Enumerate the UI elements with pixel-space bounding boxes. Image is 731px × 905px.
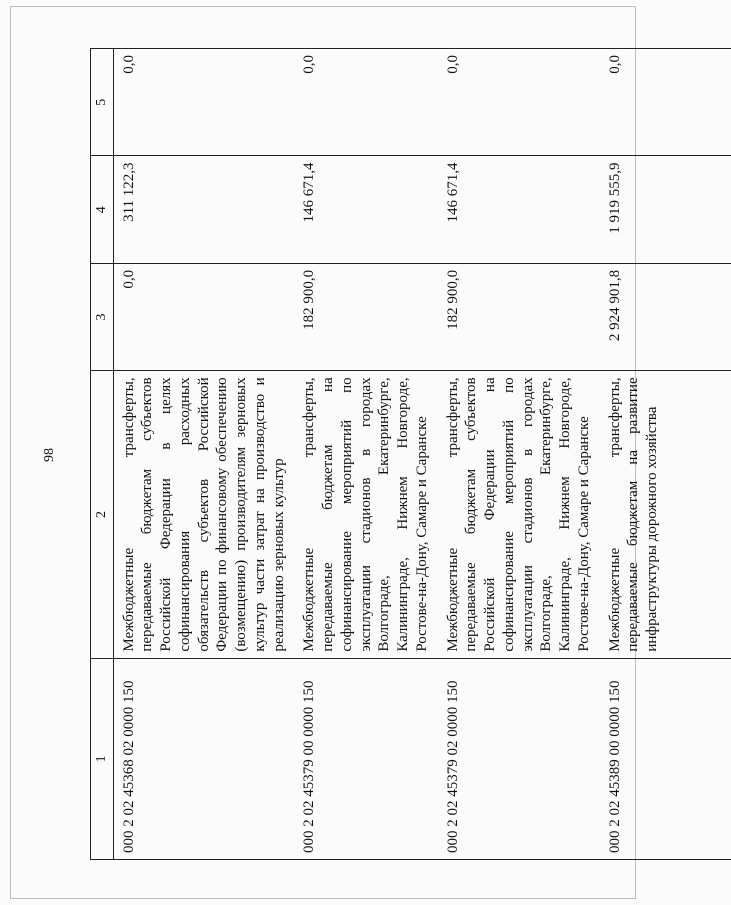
row-value-col4: 146 671,4: [438, 156, 600, 263]
row-description: Межбюджетные трансферты, передаваемые бюджетам субъектов Российской Федерации в целях софинансирования расходных обязательств субъектов Российской Федерации по финансовому обеспечению (возмещению) производителям зерновых культур части затрат на производство и реализацию зерновых культур: [113, 371, 294, 658]
row-value-col3: 182 900,0: [438, 263, 600, 370]
header-col-3: 3: [91, 263, 114, 370]
row-value-col3: 2 924 901,8: [600, 263, 731, 370]
table-row: [600, 49, 731, 860]
table-header-row: [91, 49, 114, 860]
budget-table: [90, 48, 731, 860]
header-col-2: 2: [91, 371, 114, 658]
row-description: Межбюджетные трансферты, передаваемые бюджетам субъектов Российской Федерации на софинансирование мероприятий по эксплуатации стадионов в городах Волгограде, Екатеринбурге, Калининграде, Нижнем Новгороде, Ростове-на-Дону, Самаре и Саранске: [438, 371, 600, 658]
row-value-col4: 1 919 555,9: [600, 156, 731, 263]
header-col-4: 4: [91, 156, 114, 263]
rotated-table-container: [90, 48, 660, 860]
table-row: [113, 49, 294, 860]
row-value-col3: 182 900,0: [294, 263, 437, 370]
page-number: 98: [42, 448, 57, 462]
row-value-col5: 0,0: [113, 49, 294, 156]
header-col-1: 1: [91, 658, 114, 859]
row-value-col3: 0,0: [113, 263, 294, 370]
row-code: 000 2 02 45379 02 0000 150: [438, 658, 600, 859]
row-value-col5: 0,0: [600, 49, 731, 156]
row-code: 000 2 02 45368 02 0000 150: [113, 658, 294, 859]
table-row: [438, 49, 600, 860]
table-row: [294, 49, 437, 860]
row-code: 000 2 02 45389 00 0000 150: [600, 658, 731, 859]
row-value-col4: 146 671,4: [294, 156, 437, 263]
row-description: Межбюджетные трансферты, передаваемые бюджетам на развитие инфраструктуры дорожного хозяйства: [600, 371, 731, 658]
header-col-5: 5: [91, 49, 114, 156]
row-value-col5: 0,0: [438, 49, 600, 156]
row-description: Межбюджетные трансферты, передаваемые бюджетам на софинансирование мероприятий по эксплуатации стадионов в городах Волгограде, Екатеринбурге, Калининграде, Нижнем Новгороде, Ростове-на-Дону, Самаре и Саранске: [294, 371, 437, 658]
row-value-col5: 0,0: [294, 49, 437, 156]
row-code: 000 2 02 45379 00 0000 150: [294, 658, 437, 859]
row-value-col4: 311 122,3: [113, 156, 294, 263]
